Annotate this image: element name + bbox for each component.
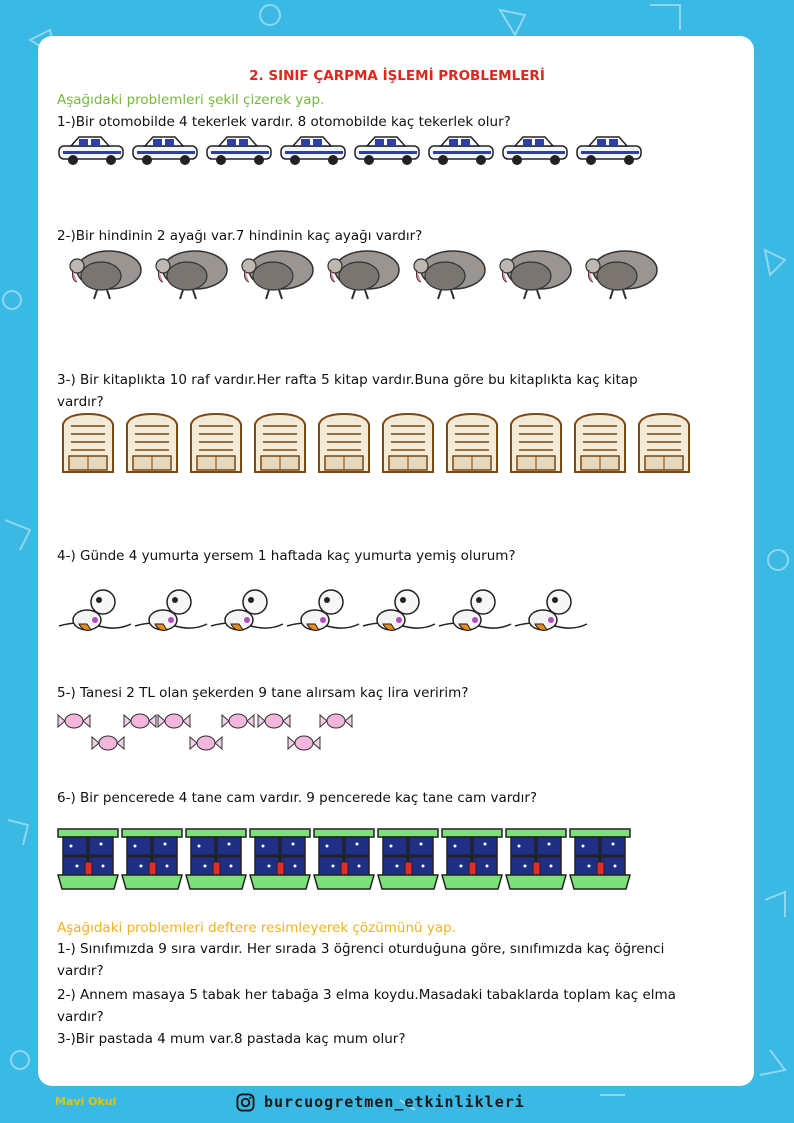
instagram-icon [236,1093,255,1112]
candies-row [57,704,357,764]
turkey-icon [491,248,573,300]
mavi-okul-logo: Mavi Okul [55,1095,117,1108]
window-icon [377,828,439,890]
windows-row [57,828,637,890]
turkey-icon [405,248,487,300]
candy-icon [189,726,223,760]
problem-4-text: 4-) Günde 4 yumurta yersem 1 haftada kaç yumurta yemiş olurum? [57,548,516,564]
window-icon [313,828,375,890]
bookcase-icon [185,412,247,474]
bookcase-icon [249,412,311,474]
worksheet-title: 2. SINIF ÇARPMA İŞLEMİ PROBLEMLERİ [249,68,545,84]
candy-icon [287,726,321,760]
window-icon [441,828,503,890]
instruction-draw: Aşağıdaki problemleri şekil çizerek yap. [57,92,325,108]
turkeys-row [57,248,667,300]
turkey-icon [233,248,315,300]
turkey-icon [61,248,143,300]
window-icon [121,828,183,890]
instagram-handle[interactable]: burcuogretmen_etkinlikleri [264,1093,525,1111]
car-icon [427,134,497,166]
car-icon [279,134,349,166]
problem-3-text-line2: vardır? [57,394,104,410]
bookcases-row [57,412,697,474]
problem-1-text: 1-)Bir otomobilde 4 tekerlek vardır. 8 otomobilde kaç tekerlek olur? [57,114,511,130]
chick-icon [437,586,513,638]
extra-problem-3: 3-)Bir pastada 4 mum var.8 pastada kaç mum olur? [57,1031,406,1047]
chick-icon [513,586,589,638]
extra-problem-2-line2: vardır? [57,1009,104,1025]
car-icon [575,134,645,166]
window-icon [57,828,119,890]
candy-icon [221,704,255,738]
problem-6-text: 6-) Bir pencerede 4 tane cam vardır. 9 pencerede kaç tane cam vardır? [57,790,538,806]
chick-icon [209,586,285,638]
candy-icon [91,726,125,760]
chick-icon [133,586,209,638]
car-icon [501,134,571,166]
bookcase-icon [505,412,567,474]
chick-icon [361,586,437,638]
extra-problem-2-line1: 2-) Annem masaya 5 tabak her tabağa 3 elma koydu.Masadaki tabaklarda toplam kaç elma [57,987,676,1003]
problem-2-text: 2-)Bir hindinin 2 ayağı var.7 hindinin kaç ayağı vardır? [57,228,423,244]
extra-problem-1-line1: 1-) Sınıfımızda 9 sıra vardır. Her sırada 3 öğrenci oturduğuna göre, sınıfımızda kaç öğrenci [57,941,665,957]
car-icon [353,134,423,166]
instruction-notebook: Aşağıdaki problemleri deftere resimleyerek çözümünü yap. [57,920,456,936]
extra-problem-1-line2: vardır? [57,963,104,979]
bookcase-icon [441,412,503,474]
bookcase-icon [633,412,695,474]
candy-icon [57,704,91,738]
candy-icon [257,704,291,738]
turkey-icon [319,248,401,300]
bookcase-icon [121,412,183,474]
bookcase-icon [57,412,119,474]
car-icon [205,134,275,166]
bookcase-icon [377,412,439,474]
problem-5-text: 5-) Tanesi 2 TL olan şekerden 9 tane alırsam kaç lira veririm? [57,685,469,701]
cars-row [57,134,677,166]
window-icon [569,828,631,890]
turkey-icon [577,248,659,300]
chick-icon [285,586,361,638]
car-icon [131,134,201,166]
car-icon [57,134,127,166]
bookcase-icon [313,412,375,474]
window-icon [505,828,567,890]
window-icon [185,828,247,890]
chicks-row [57,586,597,638]
problem-3-text-line1: 3-) Bir kitaplıkta 10 raf vardır.Her rafta 5 kitap vardır.Buna göre bu kitaplıkta kaç kitap [57,372,638,388]
candy-icon [319,704,353,738]
candy-icon [123,704,157,738]
window-icon [249,828,311,890]
candy-icon [157,704,191,738]
chick-icon [57,586,133,638]
bookcase-icon [569,412,631,474]
turkey-icon [147,248,229,300]
